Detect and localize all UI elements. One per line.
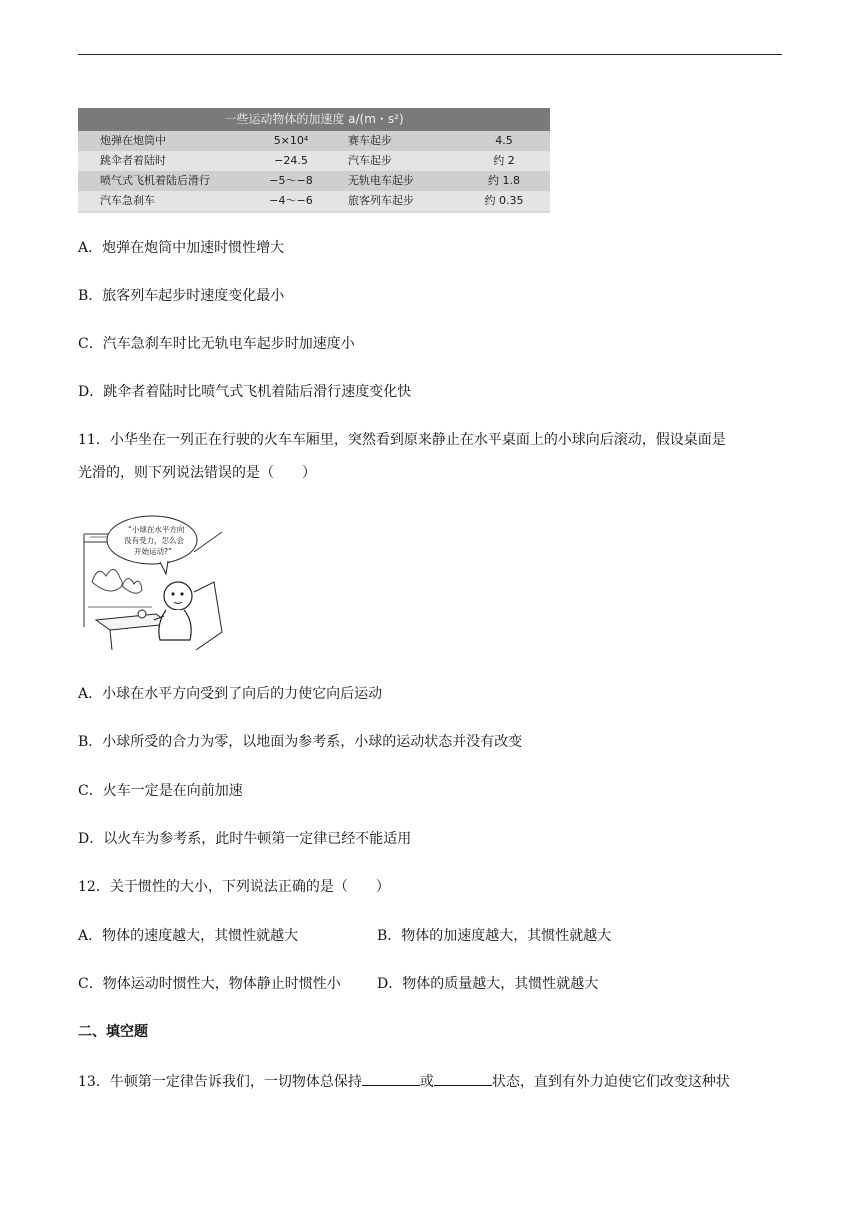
bubble-line-2: 没有受力，怎么会 [124,536,184,545]
table-cell: 5×10⁴ [273,134,309,147]
table-row [78,191,550,211]
q10-option-b: B．旅客列车起步时速度变化最小 [78,288,285,304]
table-cell: 旅客列车起步 [348,194,414,207]
q10-option-c: C．汽车急刹车时比无轨电车起步时加速度小 [78,336,355,352]
q13-part2: 或 [419,1074,434,1090]
table-row [78,131,550,151]
q10-option-a: A．炮弹在炮筒中加速时惯性增大 [78,240,285,256]
q13-stem [78,1071,730,1092]
table-cell: −24.5 [274,154,308,167]
table-row [78,171,550,191]
q12-stem: 12．关于惯性的大小，下列说法正确的是（ ） [78,879,390,895]
header-rule [78,54,782,55]
q13-part1: 13．牛顿第一定律告诉我们，一切物体总保持 [78,1074,362,1090]
table-cell: 跳伞者着陆时 [100,154,166,167]
section-heading: 二、填空题 [78,1024,148,1040]
answer-blank-1[interactable] [362,1071,420,1086]
table-cell: 赛车起步 [348,134,392,147]
q12-option-c: C．物体运动时惯性大，物体静止时惯性小 [78,976,341,992]
bubble-line-3: 开始运动?” [134,547,172,556]
acceleration-table [78,108,550,213]
table-title: 一些运动物体的加速度 a/(m・s²) [78,108,550,131]
table-cell: 喷气式飞机着陆后滑行 [100,174,210,187]
q11-option-a: A．小球在水平方向受到了向后的力使它向后运动 [78,686,383,702]
table-cell: 无轨电车起步 [348,174,414,187]
answer-blank-2[interactable] [434,1071,492,1086]
table-cell: 汽车起步 [348,154,392,167]
table-cell: −5～−8 [269,174,313,187]
q11-stem-line2: 光滑的，则下列说法错误的是（ ） [78,465,316,481]
q12-option-b: B．物体的加速度越大，其惯性就越大 [377,928,612,944]
q10-option-d: D．跳伞者着陆时比喷气式飞机着陆后滑行速度变化快 [78,384,412,400]
q12-option-a: A．物体的速度越大，其惯性就越大 [78,928,299,944]
table-cell: 汽车急刹车 [100,194,155,207]
q12-option-d: D．物体的质量越大，其惯性就越大 [377,976,599,992]
q11-stem-line1: 11．小华坐在一列正在行驶的火车车厢里，突然看到原来静止在水平桌面上的小球向后滚动，假设桌面是 [78,432,726,448]
q11-option-c: C．火车一定是在向前加速 [78,783,243,799]
table-row [78,151,550,171]
bubble-line-1: “小球在水平方向 [128,525,185,534]
table-cell: 约 1.8 [488,174,520,187]
table-cell: −4～−6 [269,194,313,207]
table-cell: 炮弹在炮筒中 [100,134,166,147]
q11-option-d: D．以火车为参考系，此时牛顿第一定律已经不能适用 [78,831,412,847]
table-cell: 约 0.35 [484,194,524,207]
q11-option-b: B．小球所受的合力为零，以地面为参考系，小球的运动状态并没有改变 [78,734,523,750]
train-passenger-illustration [82,512,227,652]
table-cell: 约 2 [493,154,515,167]
table-cell: 4.5 [495,134,513,147]
q13-part3: 状态，直到有外力迫使它们改变这种状 [491,1074,730,1090]
